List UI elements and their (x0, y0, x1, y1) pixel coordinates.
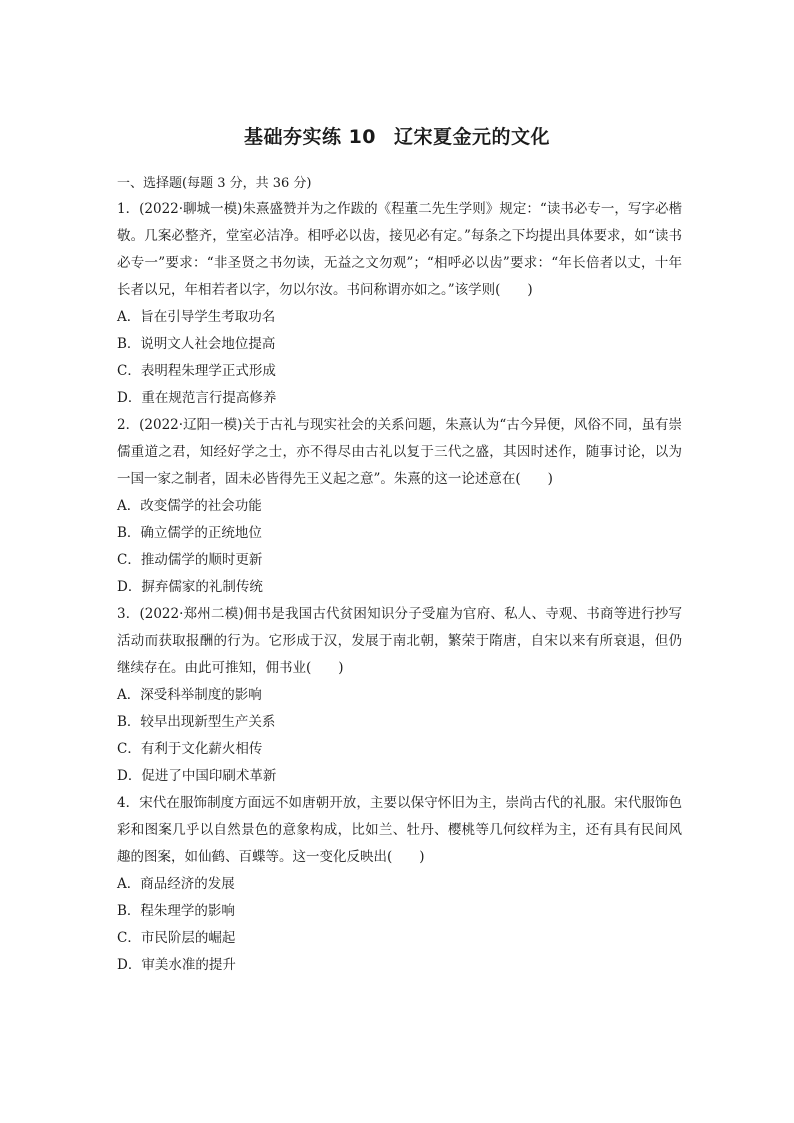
option-c: C．推动儒学的顺时更新 (117, 552, 263, 568)
question-list (117, 196, 682, 979)
title-sub: 辽宋夏金元的文化 (394, 126, 551, 148)
question-1 (117, 196, 682, 412)
question-2 (117, 412, 682, 601)
page-title (0, 122, 794, 149)
option-a: A．改变儒学的社会功能 (117, 498, 262, 514)
section-heading: 一、选择题(每题 3 分，共 36 分) (117, 176, 312, 191)
option-b: B．确立儒学的正统地位 (117, 525, 262, 541)
option-b: B．程朱理学的影响 (117, 903, 235, 919)
option-b: B．较早出现新型生产关系 (117, 714, 276, 730)
title-main: 基础夯实练 10 (243, 126, 377, 148)
option-d: D．促进了中国印刷术革新 (117, 768, 277, 784)
option-a: A．深受科举制度的影响 (117, 687, 262, 703)
option-c: C．市民阶层的崛起 (117, 930, 236, 946)
question-stem: 4．宋代在服饰制度方面远不如唐朝开放，主要以保守怀旧为主，崇尚古代的礼服。宋代服饰色彩和图案几乎以自然景色的意象构成，比如兰、牡丹、樱桃等几何纹样为主，还有具有民间风趣的图案，如仙鹤、百蝶等。这一变化反映出( ) (117, 795, 682, 865)
question-3 (117, 601, 682, 790)
question-stem: 2．(2022·辽阳一模)关于古礼与现实社会的关系问题，朱熹认为“古今异便，风俗不同，虽有崇儒重道之君，知经好学之士，亦不得尽由古礼以复于三代之盛，其因时述作，随事讨论，以为一国一家之制者，固未必皆得先王义起之意”。朱熹的这一论述意在( ) (117, 417, 682, 487)
option-d: D．审美水准的提升 (117, 957, 236, 973)
option-a: A．商品经济的发展 (117, 876, 235, 892)
option-d: D．重在规范言行提高修养 (117, 390, 277, 406)
option-c: C．表明程朱理学正式形成 (117, 363, 276, 379)
option-a: A．旨在引导学生考取功名 (117, 309, 276, 325)
question-4 (117, 790, 682, 979)
question-stem: 3．(2022·郑州二模)佣书是我国古代贫困知识分子受雇为官府、私人、寺观、书商等进行抄写活动而获取报酬的行为。它形成于汉，发展于南北朝，繁荣于隋唐，自宋以来有所衰退，但仍继续存在。由此可推知，佣书业( ) (117, 606, 682, 676)
option-b: B．说明文人社会地位提高 (117, 336, 276, 352)
option-c: C．有利于文化薪火相传 (117, 741, 263, 757)
option-d: D．摒弃儒家的礼制传统 (117, 579, 263, 595)
question-stem: 1．(2022·聊城一模)朱熹盛赞并为之作跋的《程董二先生学则》规定：“读书必专一，写字必楷敬。几案必整齐，堂室必洁净。相呼必以齿，接见必有定。”每条之下均提出具体要求，如“读书必专一”要求：“非圣贤之书勿读，无益之文勿观”；“相呼必以齿”要求：“年长倍者以丈，十年长者以兄，年相若者以字，勿以尔汝。书问称谓亦如之。”该学则( ) (117, 201, 682, 298)
